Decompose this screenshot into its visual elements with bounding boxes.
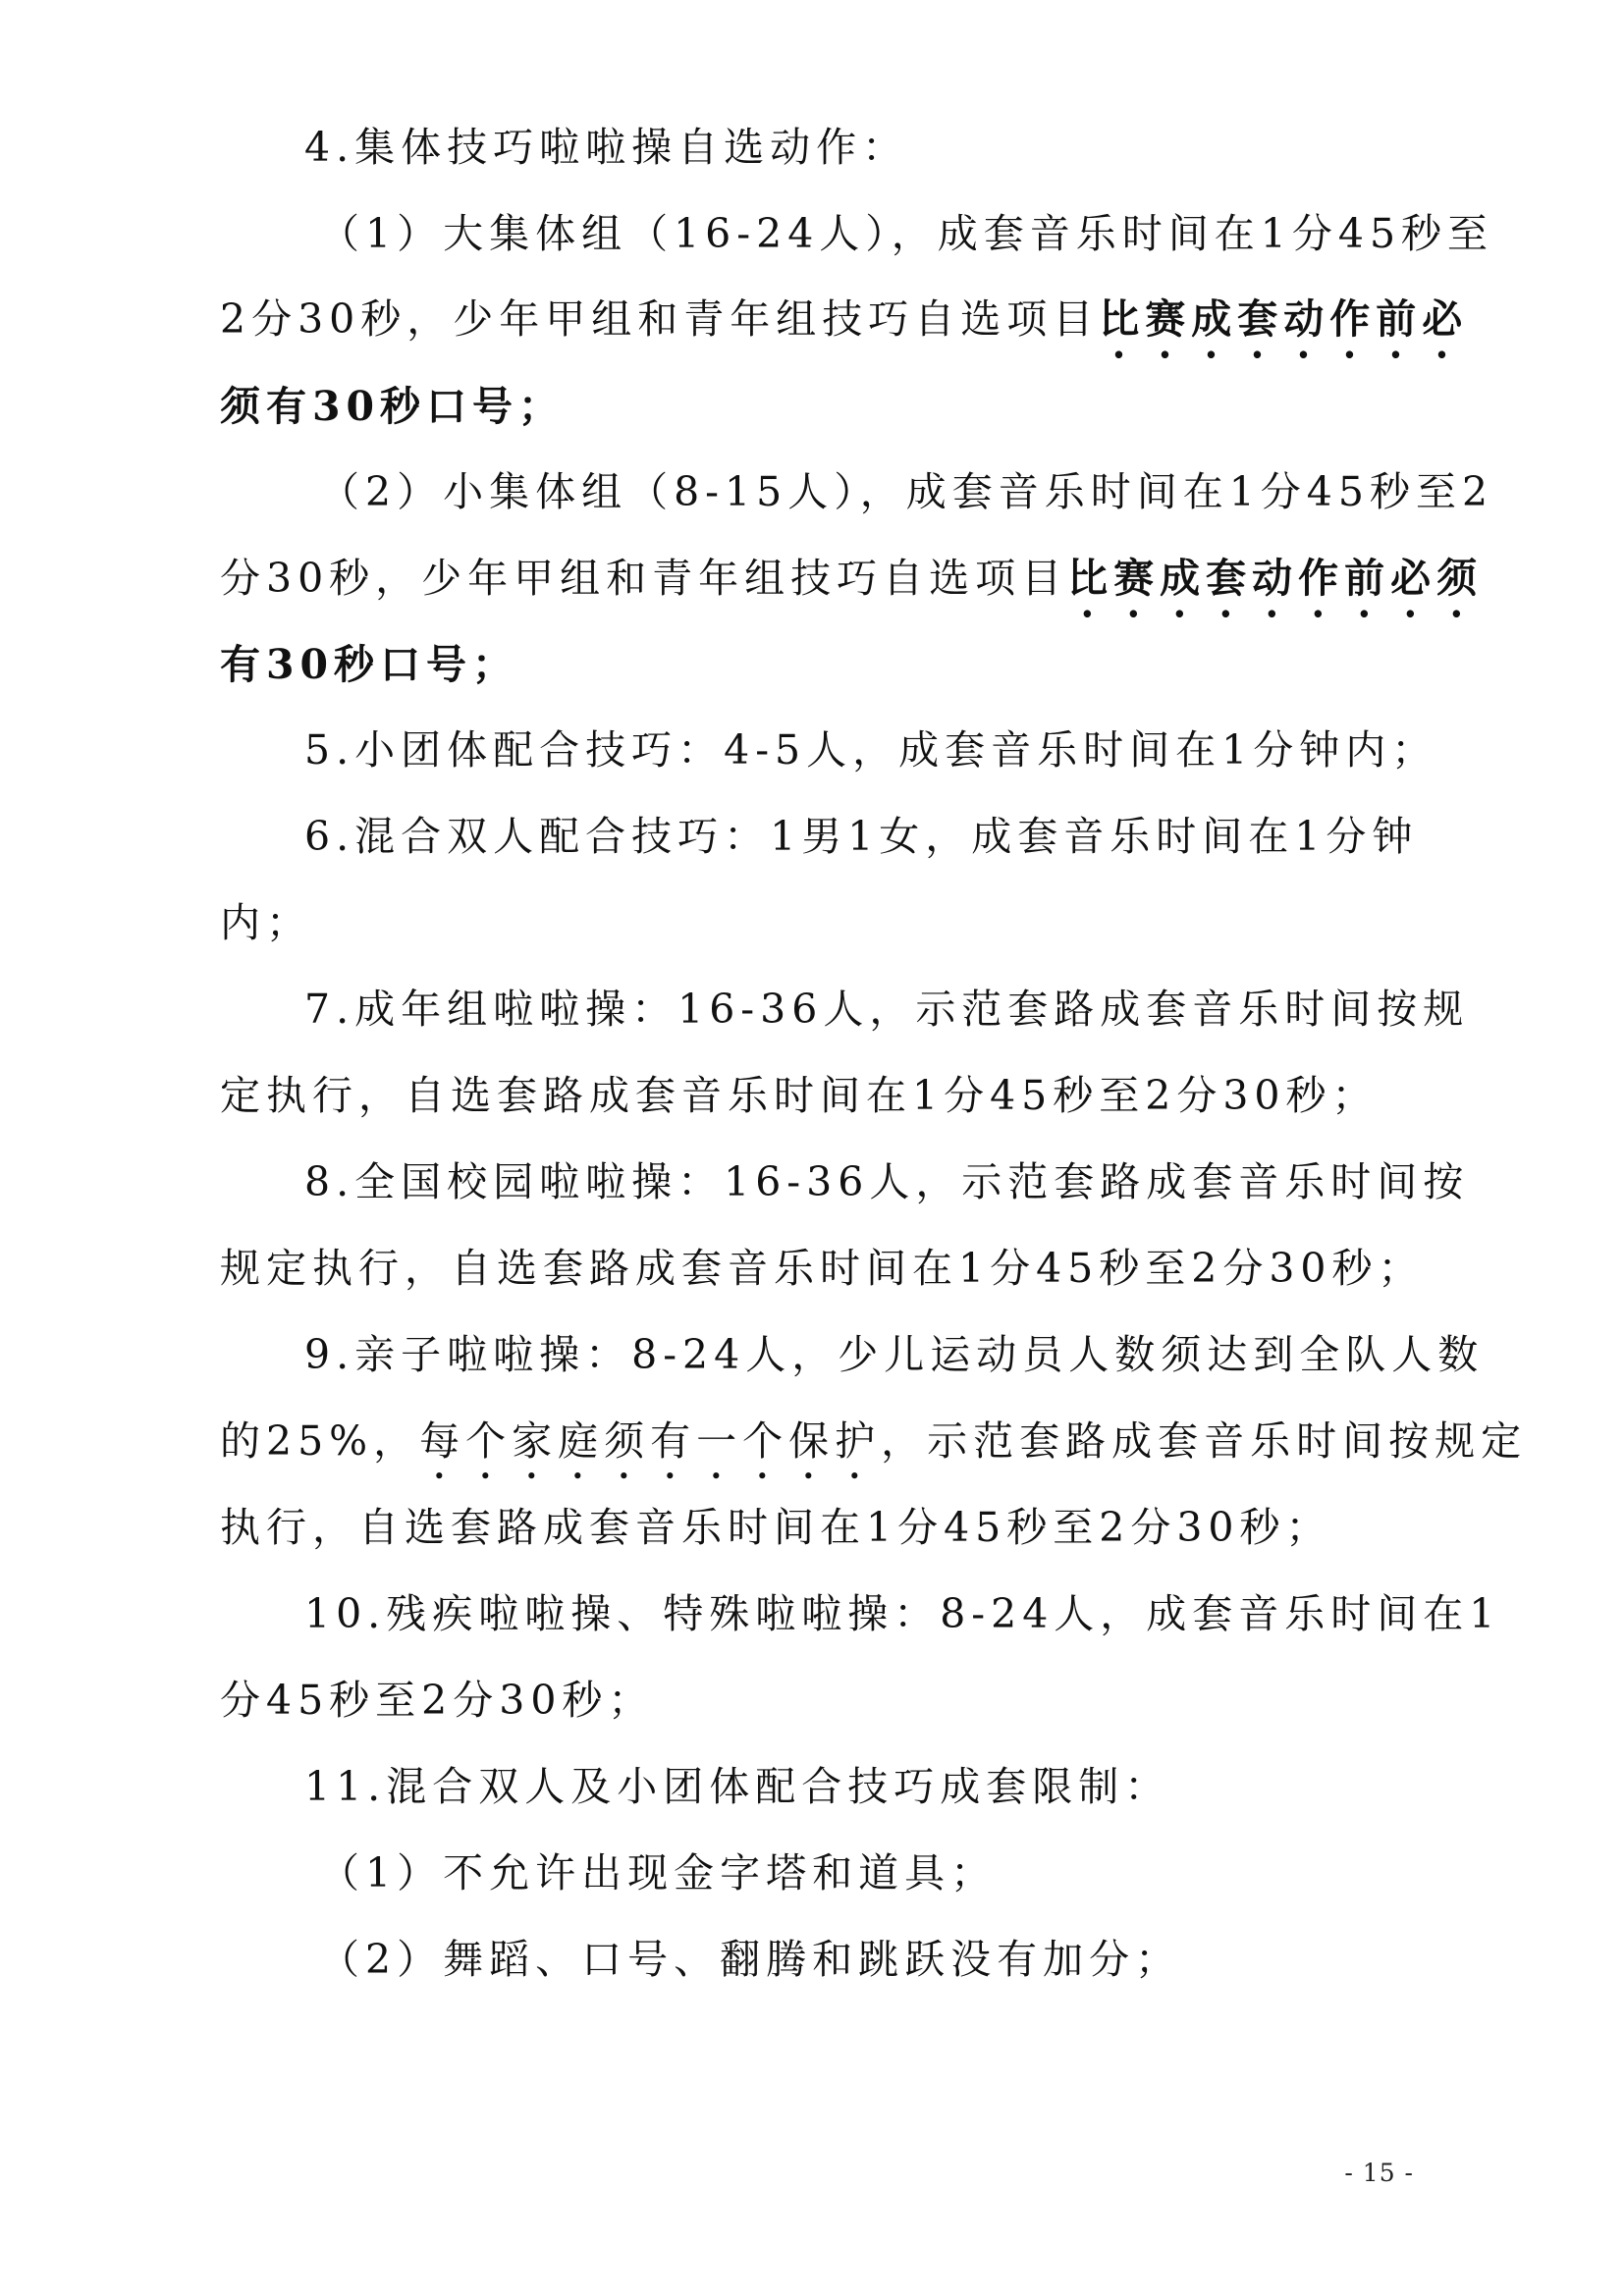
line-item-11-2 [319, 1934, 1517, 1985]
line-text-prefix: 的25%， [220, 1417, 420, 1465]
line-text: 5.小团体配合技巧：4-5人，成套音乐时间在1分钟内； [304, 726, 1438, 774]
line-item-9-c [220, 1502, 1418, 1553]
line-text: （1）不允许出现金字塔和道具； [319, 1849, 998, 1896]
bold-text: 须有30秒口号； [220, 383, 566, 430]
line-item-4-2-b [220, 553, 1484, 626]
line-item-8-b [220, 1243, 1425, 1294]
line-item-11 [304, 1761, 1502, 1812]
line-item-9-a [304, 1329, 1502, 1380]
line-text: 执行，自选套路成套音乐时间在1分45秒至2分30秒； [220, 1504, 1332, 1551]
line-text: 8.全国校园啦啦操：16-36人，示范套路成套音乐时间按 [304, 1158, 1470, 1205]
line-item-8-a [304, 1156, 1502, 1207]
line-item-6-b [220, 897, 1418, 948]
line-item-7-a [304, 984, 1502, 1035]
line-item-4-2-a [319, 466, 1517, 517]
line-text: 7.成年组啦啦操：16-36人，示范套路成套音乐时间按规 [304, 986, 1470, 1033]
line-text: 11.混合双人及小团体配合技巧成套限制： [304, 1763, 1171, 1810]
line-item-4-heading [304, 122, 1502, 173]
bold-emphasis-text: 比赛成套动作前必须 [1067, 555, 1484, 602]
line-text: 2分30秒，少年甲组和青年组技巧自选项目 [220, 295, 1100, 343]
line-item-10-a [304, 1588, 1502, 1639]
line-item-5 [304, 724, 1502, 775]
line-text: 规定执行，自选套路成套音乐时间在1分45秒至2分30秒； [220, 1245, 1425, 1292]
bold-emphasis-text: 比赛成套动作前必 [1099, 295, 1469, 343]
line-item-10-b [220, 1675, 1418, 1726]
line-text: （1）大集体组（16-24人），成套音乐时间在1分45秒至 [319, 210, 1494, 257]
line-text: 10.残疾啦啦操、特殊啦啦操：8-24人，成套音乐时间在1 [304, 1590, 1501, 1637]
bold-text: 有30秒口号； [220, 641, 519, 688]
line-item-4-2-c [220, 639, 1418, 690]
line-item-4-1-c [220, 381, 1418, 432]
line-text: 4.集体技巧啦啦操自选动作： [304, 124, 909, 171]
line-text: （2）舞蹈、口号、翻腾和跳跃没有加分； [319, 1936, 1182, 1983]
line-text-suffix: ，示范套路成套音乐时间按规定 [881, 1417, 1528, 1465]
dotted-emphasis-text: 每个家庭须有一个保护 [419, 1417, 882, 1465]
line-item-11-1 [319, 1847, 1517, 1898]
line-item-6-a [304, 811, 1502, 862]
line-text: （2）小集体组（8-15人），成套音乐时间在1分45秒至2 [319, 468, 1494, 515]
line-item-4-1-b [220, 294, 1469, 367]
line-text: 分30秒，少年甲组和青年组技巧自选项目 [220, 555, 1068, 602]
page-number: - 15 - [1344, 2159, 1414, 2187]
line-text: 分45秒至2分30秒； [220, 1677, 655, 1724]
line-item-9-b [220, 1415, 1528, 1488]
line-text: 内； [220, 899, 312, 946]
line-item-4-1-a [319, 208, 1517, 259]
line-text: 6.混合双人配合技巧：1男1女，成套音乐时间在1分钟 [304, 813, 1419, 860]
line-text: 9.亲子啦啦操：8-24人，少儿运动员人数须达到全队人数 [304, 1331, 1485, 1378]
line-text: 定执行，自选套路成套音乐时间在1分45秒至2分30秒； [220, 1072, 1379, 1119]
line-item-7-b [220, 1070, 1418, 1121]
